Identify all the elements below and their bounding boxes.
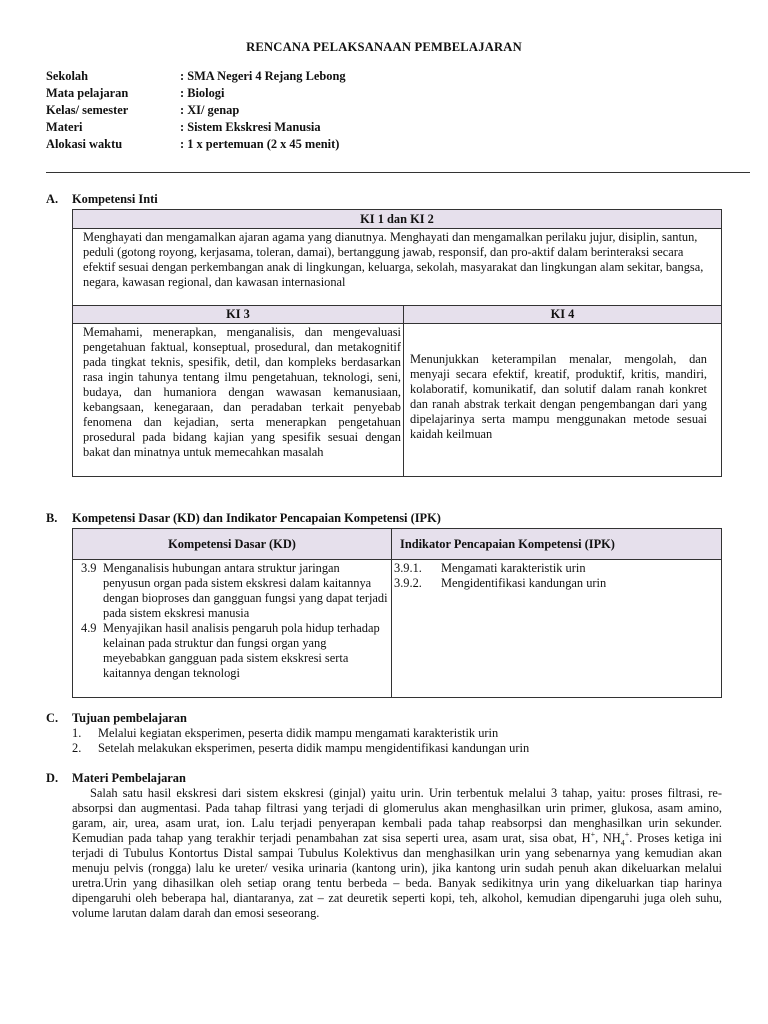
- info-label: Sekolah: [46, 69, 89, 83]
- ipk-text: Mengidentifikasi kandungan urin: [441, 576, 607, 590]
- info-value: : 1 x pertemuan (2 x 45 menit): [180, 137, 340, 151]
- section-b-title: Kompetensi Dasar (KD) dan Indikator Pencapaian Kompetensi (IPK): [72, 511, 441, 525]
- ipk-item: [394, 561, 717, 576]
- ki12-text: Menghayati dan mengamalkan ajaran agama yang dianutnya. Menghayati dan mengamalkan perilaku jujur, disiplin, santun, peduli (gotong royong, kerjasama, toleran, damai), bertanggung jawab, responsif, dan pro-aktif dalam berinteraksi secara efektif sesuai dengan perkembangan anak di lingkungan, keluarga, sekolah, masyarakat dan lingkungan alam sekitar, bangsa, negara, kawasan regional, dan kawasan internasional: [73, 229, 722, 306]
- info-label: Mata pelajaran: [46, 86, 129, 100]
- section-a-letter: A.: [46, 192, 59, 206]
- section-d-title: Materi Pembelajaran: [72, 771, 186, 785]
- list-text: Setelah melakukan eksperimen, peserta didik mampu mengidentifikasi kandungan urin: [98, 741, 530, 755]
- ipk-number: 3.9.2.: [394, 576, 422, 590]
- ipk-header: Indikator Pencapaian Kompetensi (IPK): [392, 529, 722, 560]
- paragraph-text-2: , NH: [595, 831, 621, 845]
- ipk-item: [394, 576, 717, 591]
- ki3-header: KI 3: [73, 306, 404, 324]
- info-row-school: [46, 69, 446, 86]
- kd-table: [72, 528, 722, 698]
- paragraph-text-1: Salah satu hasil ekskresi dari sistem ekskresi (ginjal) yaitu urin. Urin terbentuk melalui 3 tahap, yaitu: proses filtrasi, re-absorpsi dan augmentasi. Pada tahap filtrasi yang terjadi di glomerulus akan menghasilkan urin primer, glukosa, asam amino, garam, air, urea, asam urat, ion. Lalu terjadi penyerapan kembali pada tahap reabsorpsi dan menghasilkan urin sekunder. Kemudian pada tahap yang terakhir terjadi penambahan zat sisa seperti urea, asam urat, sisa obat, H: [72, 786, 722, 845]
- identity-block: [46, 69, 446, 154]
- list-item: [72, 726, 732, 741]
- list-number: 2.: [72, 741, 82, 755]
- kd-item: [81, 561, 389, 621]
- info-value: : SMA Negeri 4 Rejang Lebong: [180, 69, 346, 83]
- section-a-title: Kompetensi Inti: [72, 192, 158, 206]
- list-text: Melalui kegiatan eksperimen, peserta didik mampu mengamati karakteristik urin: [98, 726, 499, 740]
- kd-text: Menganalisis hubungan antara struktur jaringan penyusun organ pada sistem ekskresi dalam kaitannya dengan bioproses dan gangguan fungsi yang dapat terjadi pada sistem ekskresi manusia: [103, 561, 388, 620]
- kd-text: Menyajikan hasil analisis pengaruh pola hidup terhadap kelainan pada struktur dan fungsi organ yang meyebabkan gangguan pada sistem ekskresi serta kaitannya dengan teknologi: [103, 621, 380, 680]
- list-item: [72, 741, 732, 756]
- list-number: 1.: [72, 726, 82, 740]
- ki4-text: Menunjukkan keterampilan menalar, mengolah, dan menyaji secara efektif, kreatif, produktif, kritis, mandiri, kolaboratif, komunikatif, dan solutif dalam ranah konkret dan ranah abstrak terkait dengan pengembangan dari yang dipelajarinya serta mampu menggunakan metode sesuai kaidah keilmuan: [404, 324, 722, 477]
- ipk-number: 3.9.1.: [394, 561, 422, 575]
- info-value: : Biologi: [180, 86, 225, 100]
- info-label: Materi: [46, 120, 83, 134]
- kd-cell: [73, 560, 392, 698]
- ipk-cell: [392, 560, 722, 698]
- ki4-header: KI 4: [404, 306, 722, 324]
- material-paragraph: [72, 786, 722, 921]
- ki-table: [72, 209, 722, 477]
- objectives-list: [72, 726, 732, 756]
- kd-header: Kompetensi Dasar (KD): [73, 529, 392, 560]
- paragraph-text-3: . Proses ketiga ini terjadi di Tubulus Kontortus Distal sampai Tubulus Kolektivus dan menghasilkan urin yang sebenarnya yang kemudian akan menuju pelvis (rongga) lalu ke ureter/ vesika urinaria (kantong urin), jika kantong urin sudah penuh akan dikeluarkan melalui uretra.Urin yang dihasilkan oleh setiap orang tentu berbeda – beda. Banyak sedikitnya urin yang dikeluarkan tiap harinya dipengaruhi oleh beberapa hal, diantaranya, zat – zat deuretik seperti kopi, teh, alkohol, kemudian dipengaruhi juga oleh suhu, volume larutan dalam darah dan emosi seseorang.: [72, 831, 722, 920]
- subscript-4: 4: [620, 838, 625, 848]
- section-d-letter: D.: [46, 771, 59, 785]
- section-c-letter: C.: [46, 711, 59, 725]
- info-row-subject: [46, 86, 446, 103]
- info-row-class: [46, 103, 446, 120]
- kd-number: 4.9: [81, 621, 97, 635]
- superscript-plus: +: [624, 829, 630, 839]
- section-c-title: Tujuan pembelajaran: [72, 711, 187, 725]
- info-value: : Sistem Ekskresi Manusia: [180, 120, 321, 134]
- document-title: RENCANA PELAKSANAAN PEMBELAJARAN: [246, 40, 522, 54]
- divider: [46, 172, 750, 173]
- info-row-time: [46, 137, 446, 154]
- info-label: Alokasi waktu: [46, 137, 123, 151]
- info-row-material: [46, 120, 446, 137]
- ki12-header: KI 1 dan KI 2: [73, 210, 722, 229]
- info-label: Kelas/ semester: [46, 103, 129, 117]
- superscript-plus: +: [590, 829, 596, 839]
- kd-number: 3.9: [81, 561, 97, 575]
- info-value: : XI/ genap: [180, 103, 240, 117]
- ki3-text: Memahami, menerapkan, menganalisis, dan mengevaluasi pengetahuan faktual, konseptual, prosedural, dan metakognitif pada tingkat teknis, spesifik, detil, dan kompleks berdasarkan rasa ingin tahunya tentang ilmu pengetahuan, teknologi, seni, budaya, dan humaniora dengan wawasan kemanusiaan, kebangsaan, kenegaraan, dan peradaban terkait penyebab fenomena dan kejadian, serta menerapkan pengetahuan prosedural pada bidang kajian yang spesifik sesuai dengan bakat dan minatnya untuk memecahkan masalah: [73, 324, 404, 477]
- ipk-text: Mengamati karakteristik urin: [441, 561, 586, 575]
- kd-item: [81, 621, 389, 681]
- section-b-letter: B.: [46, 511, 58, 525]
